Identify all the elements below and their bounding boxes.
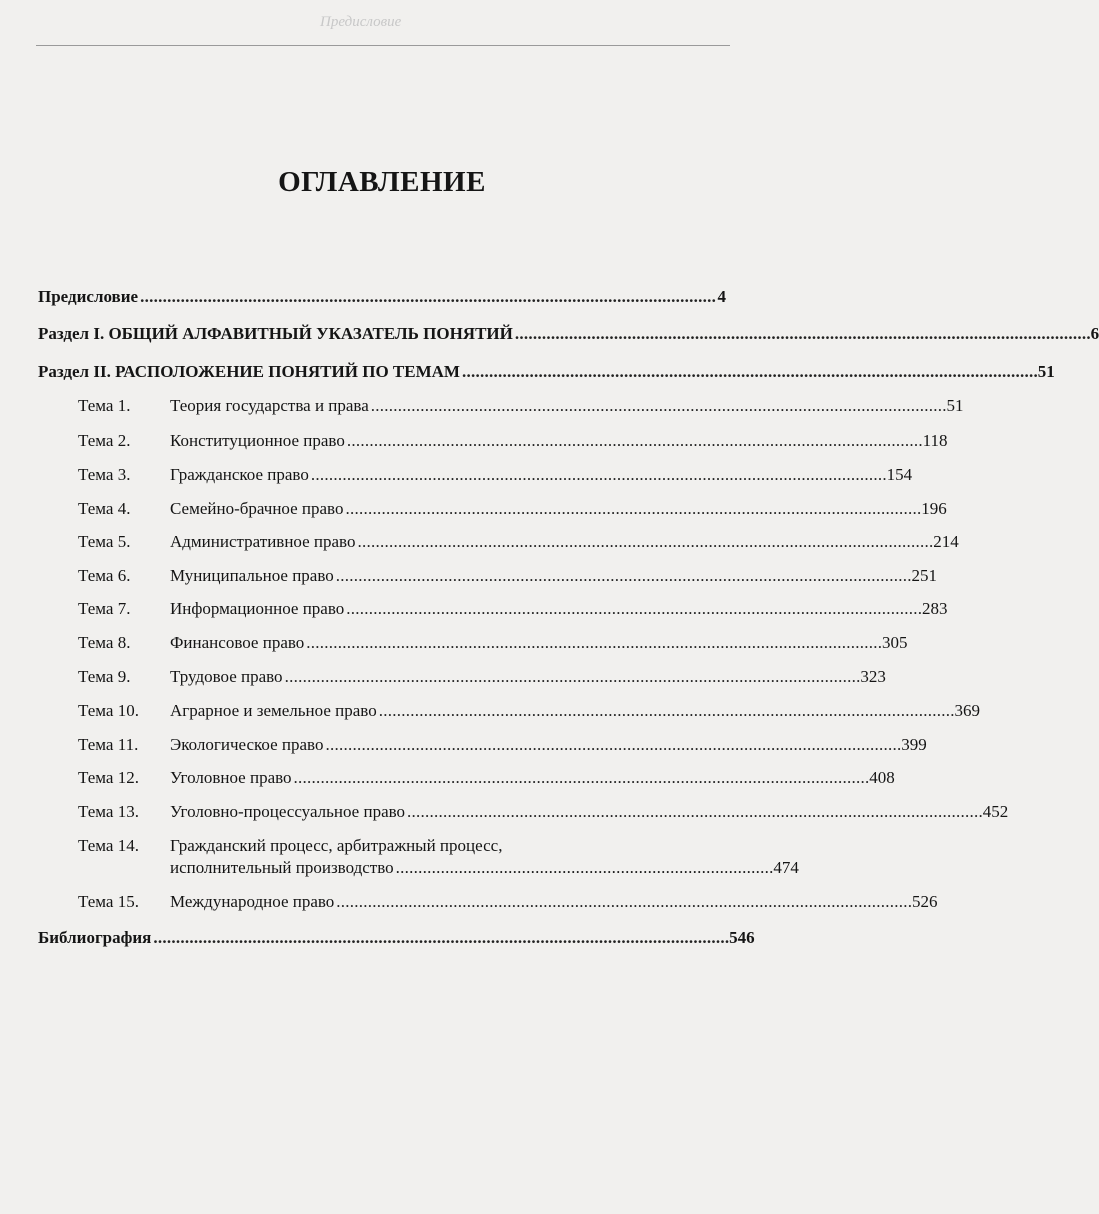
leader-dots [153,928,727,948]
topic-title: Экологическое право [170,735,324,754]
topic-number: Тема 2. [78,431,131,450]
leader-dots [311,465,885,485]
toc-entry-topic-12[interactable] [78,768,895,788]
toc-entry-topic-7[interactable] [78,599,948,619]
topic-number: Тема 1. [78,396,131,415]
toc-page: 526 [912,892,938,911]
topic-number: Тема 5. [78,532,131,551]
toc-entry-topic-1[interactable] [78,396,964,416]
toc-page: 51 [1037,362,1055,381]
toc-page: 323 [860,667,886,686]
topic-title: Аграрное и земельное право [170,701,377,720]
toc-label: Раздел II. РАСПОЛОЖЕНИЕ ПОНЯТИЙ ПО ТЕМАМ [38,362,460,381]
topic-title: Уголовно-процессуальное право [170,802,406,821]
toc-page: 251 [911,566,938,585]
toc-entry-topic-8[interactable] [78,633,908,653]
toc-page: 6 [1090,324,1099,343]
topic-title: Финансовое право [170,633,305,652]
toc-page: 4 [717,287,726,306]
toc-entry-topic-11[interactable] [78,735,927,755]
topic-number: Тема 12. [78,768,139,787]
leader-dots [515,324,1089,344]
leader-dots [336,566,910,586]
toc-page: 283 [922,599,948,618]
leader-dots [336,892,910,912]
toc-page: 51 [946,396,964,415]
page-title: ОГЛАВЛЕНИЕ [278,166,486,198]
topic-number: Тема 7. [78,599,131,618]
leader-dots [346,599,920,619]
toc-page: 305 [882,633,908,652]
toc-page: 154 [886,465,913,484]
toc-entry-topic-14[interactable] [78,835,799,879]
topic-number: Тема 4. [78,499,131,518]
toc-page: 369 [954,701,980,720]
toc-entry-section-2[interactable] [38,362,1055,382]
toc-entry-topic-13[interactable] [78,802,1009,822]
topic-number: Тема 8. [78,633,131,652]
topic-number: Тема 9. [78,667,131,686]
topic-title-line-1: Гражданский процесс, арбитражный процесс, [170,836,503,855]
running-header-bleed: Предисловие [320,14,402,30]
toc-entry-topic-10[interactable] [78,701,980,721]
leader-dots [285,667,859,687]
toc-entry-topic-9[interactable] [78,667,886,687]
toc-entry-topic-15[interactable] [78,892,938,912]
toc-page: 399 [901,735,927,754]
leader-dots [462,362,1036,382]
leader-dots [357,532,931,552]
toc-page: 474 [773,858,799,877]
topic-number: Тема 10. [78,701,139,720]
leader-dots [407,802,981,822]
toc-entry-preface[interactable] [38,287,726,307]
leader-dots [347,431,921,451]
toc-page: 408 [869,768,895,787]
toc-page: 196 [921,499,947,518]
leader-dots [294,768,868,788]
toc-page: 214 [933,532,959,551]
header-rule [36,45,730,46]
toc-entry-topic-4[interactable] [78,499,947,519]
topic-title: Конституционное право [170,431,345,450]
leader-dots [140,287,715,307]
topic-title: Административное право [170,532,356,551]
topic-number: Тема 13. [78,802,139,821]
topic-title: Информационное право [170,599,345,618]
toc-entry-topic-6[interactable] [78,566,938,586]
leader-dots: . . . . . . . . . . . . . . . . . . . . . . . . . . . . . . . . . . . . . . . . . . . . . . . . . . . . . . . . . . . . . . . . . . . . . . . . . . . . . . . . . . . . [395,858,772,877]
toc-page: 452 [982,802,1009,821]
leader-dots [379,701,953,721]
topic-title: Семейно-брачное право [170,499,344,518]
topic-number: Тема 14. [78,836,139,855]
topic-number: Тема 15. [78,892,139,911]
toc-label: Предисловие [38,287,139,306]
leader-dots [371,396,945,416]
topic-number: Тема 3. [78,465,131,484]
leader-dots [325,735,899,755]
toc-entry-topic-3[interactable] [78,465,913,485]
topic-title: Теория государства и права [170,396,369,415]
toc-entry-section-1[interactable] [38,324,1099,344]
toc-entry-topic-5[interactable] [78,532,959,552]
toc-entry-topic-2[interactable] [78,431,948,451]
leader-dots [306,633,880,653]
topic-number: Тема 6. [78,566,131,585]
topic-title-line-2: исполнительный производство [170,858,394,877]
topic-number: Тема 11. [78,735,139,754]
topic-title: Трудовое право [170,667,283,686]
topic-title: Международное право [170,892,335,911]
toc-page: 546 [729,928,755,947]
leader-dots [345,499,919,519]
topic-title: Муниципальное право [170,566,334,585]
toc-label: Раздел I. ОБЩИЙ АЛФАВИТНЫЙ УКАЗАТЕЛЬ ПОНЯТИЙ [38,324,513,343]
toc-page: 118 [922,431,948,450]
toc-label: Библиография [38,928,152,947]
topic-title: Уголовное право [170,768,292,787]
toc-entry-bibliography[interactable] [38,928,755,948]
topic-title: Гражданское право [170,465,309,484]
